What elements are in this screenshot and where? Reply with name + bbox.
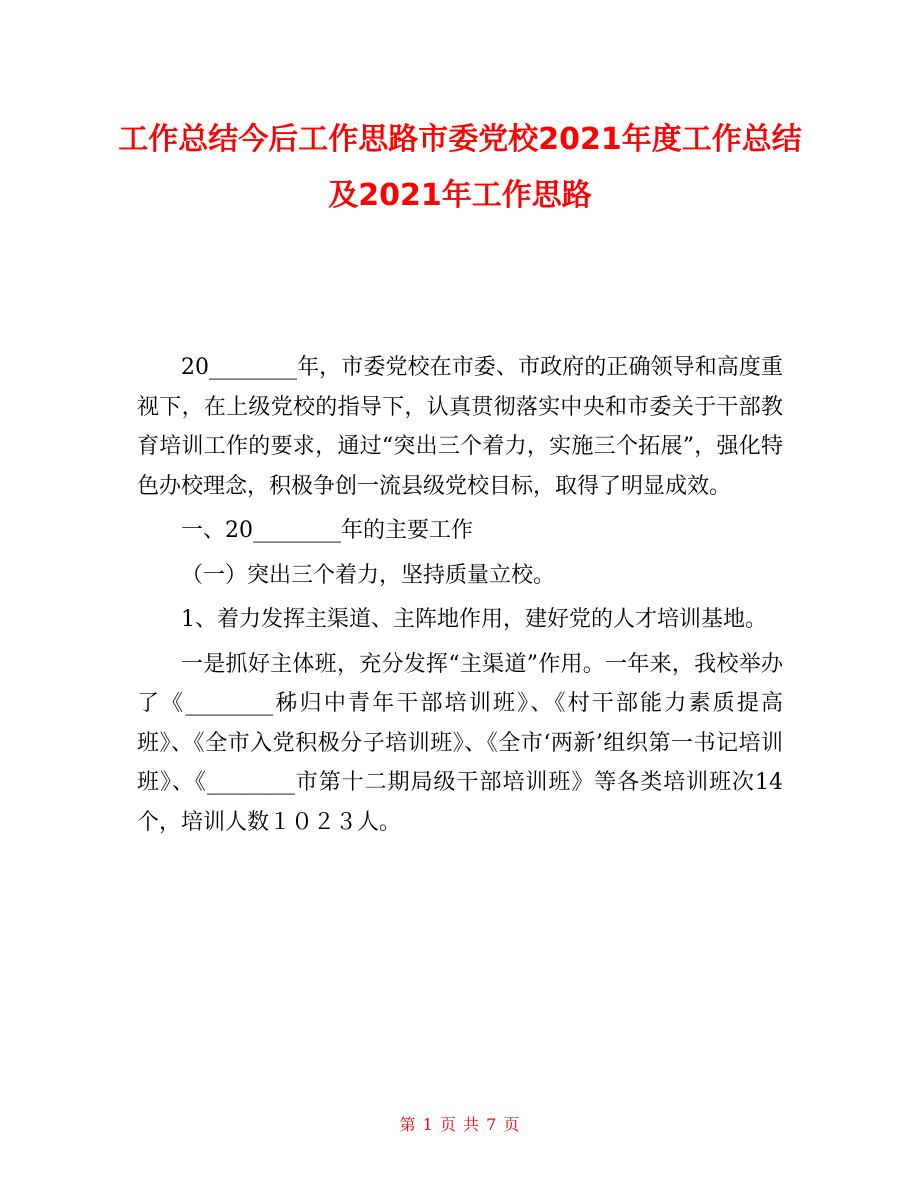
- heading-text: 年的主要工作: [341, 518, 474, 543]
- document-title: 工作总结今后工作思路市委党校2021年度工作总结及2021年工作思路: [118, 122, 802, 213]
- intro-year-prefix: 20: [181, 355, 209, 380]
- document-body: [137, 348, 783, 842]
- heading-prefix: 一、20: [181, 518, 253, 543]
- heading-year-blank: ________: [253, 518, 341, 543]
- classes-text-part1: 一是抓好主体班，充分发挥“主渠道”作用。一年来，我校举办了《: [137, 651, 783, 716]
- intro-text: 年，市委党校在市委、市政府的正确领导和高度重视下，在上级党校的指导下，认真贯彻落实中央和市委关于干部教育培训工作的要求，通过“突出三个着力，实施三个拓展”，强化特色办校理念，积极争创一流县级党校目标，取得了明显成效。: [137, 355, 783, 499]
- classes-text-part3: 市第十二期局级干部培训班》等各类培训班次14个，培训人数１０２３人。: [137, 770, 783, 835]
- classes-text-part2: 秭归中青年干部培训班》、《村干部能力素质提高班》、《全市入党积极分子培训班》、《全市‘两新’组织第一书记培训班》、《: [137, 691, 783, 795]
- classes-blank-1: ________: [185, 691, 274, 716]
- classes-blank-2: ________: [206, 770, 295, 795]
- page-footer: 第 1 页 共 7 页: [399, 1115, 521, 1134]
- paragraph-intro: [137, 348, 783, 506]
- section-heading-main-work: [137, 511, 783, 551]
- item-heading-1: 1、着力发挥主渠道、主阵地作用，建好党的人才培训基地。: [181, 607, 767, 632]
- subsection-heading-1: （一）突出三个着力，坚持质量立校。: [181, 562, 556, 588]
- intro-year-blank: ________: [209, 355, 297, 380]
- paragraph-main-classes: [137, 645, 783, 843]
